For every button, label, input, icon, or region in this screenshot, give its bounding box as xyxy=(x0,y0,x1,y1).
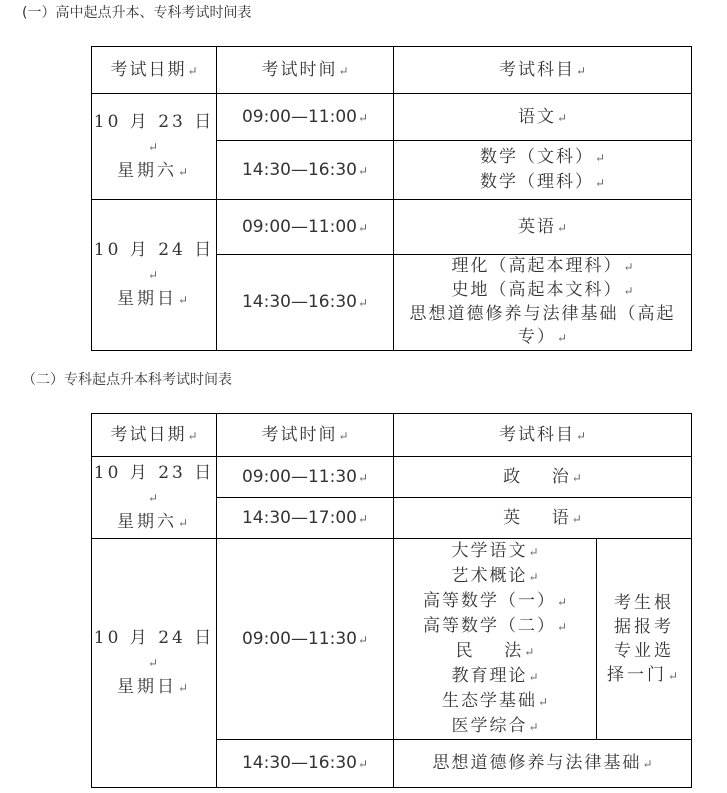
exam-date-cell: 10 月 23 日↵ 星期六↵ xyxy=(92,94,217,200)
exam-date-cell: 10 月 23 日↵ 星期六↵ xyxy=(92,457,217,539)
table-row xyxy=(92,539,692,740)
header-time: 考试时间↵ xyxy=(217,414,394,457)
header-date: 考试日期↵ xyxy=(92,414,217,457)
exam-time-cell: 09:00—11:00↵ xyxy=(217,94,394,141)
section-title-1: (一）高中起点升本、专科考试时间表 xyxy=(22,5,252,21)
section-title-2: （二）专科起点升本科考试时间表 xyxy=(22,372,232,388)
exam-subject-cell: 英 语↵ xyxy=(394,498,692,539)
table-row xyxy=(92,200,692,255)
exam-time-cell: 09:00—11:30↵ xyxy=(217,539,394,740)
elective-note-cell: 考生根 据报考 专业选 择一门↵ xyxy=(597,539,692,740)
exam-subject-cell: 思想道德修养与法律基础↵ xyxy=(394,740,692,788)
exam-date-cell: 10 月 24 日↵ 星期日↵ xyxy=(92,539,217,788)
table-header-row xyxy=(92,47,692,94)
exam-time-cell: 14:30—16:30↵ xyxy=(217,255,394,351)
table-header-row xyxy=(92,414,692,457)
exam-schedule-table-2 xyxy=(91,413,692,788)
exam-subject-cell: 数学（文科）↵ 数学（理科）↵ xyxy=(394,141,692,200)
table-row xyxy=(92,457,692,498)
exam-subject-list-cell: 大学语文↵ 艺术概论↵ 高等数学（一）↵ 高等数学（二）↵ 民 法↵ 教育理论↵ 生态学基础↵ 医学综合↵ xyxy=(394,539,597,740)
exam-subject-cell: 政 治↵ xyxy=(394,457,692,498)
header-time: 考试时间↵ xyxy=(217,47,394,94)
exam-date-cell: 10 月 24 日↵ 星期日↵ xyxy=(92,200,217,351)
header-subject: 考试科目↵ xyxy=(394,47,692,94)
header-subject: 考试科目↵ xyxy=(394,414,692,457)
header-date: 考试日期↵ xyxy=(92,47,217,94)
table-row xyxy=(92,94,692,141)
exam-time-cell: 14:30—16:30↵ xyxy=(217,740,394,788)
exam-schedule-table-1 xyxy=(91,46,692,351)
exam-time-cell: 14:30—17:00↵ xyxy=(217,498,394,539)
exam-subject-cell: 理化（高起本理科）↵ 史地（高起本文科）↵ 思想道德修养与法律基础（高起 专）↵ xyxy=(394,255,692,351)
exam-time-cell: 14:30—16:30↵ xyxy=(217,141,394,200)
exam-subject-cell: 英语↵ xyxy=(394,200,692,255)
exam-time-cell: 09:00—11:30↵ xyxy=(217,457,394,498)
exam-subject-cell: 语文↵ xyxy=(394,94,692,141)
exam-time-cell: 09:00—11:00↵ xyxy=(217,200,394,255)
